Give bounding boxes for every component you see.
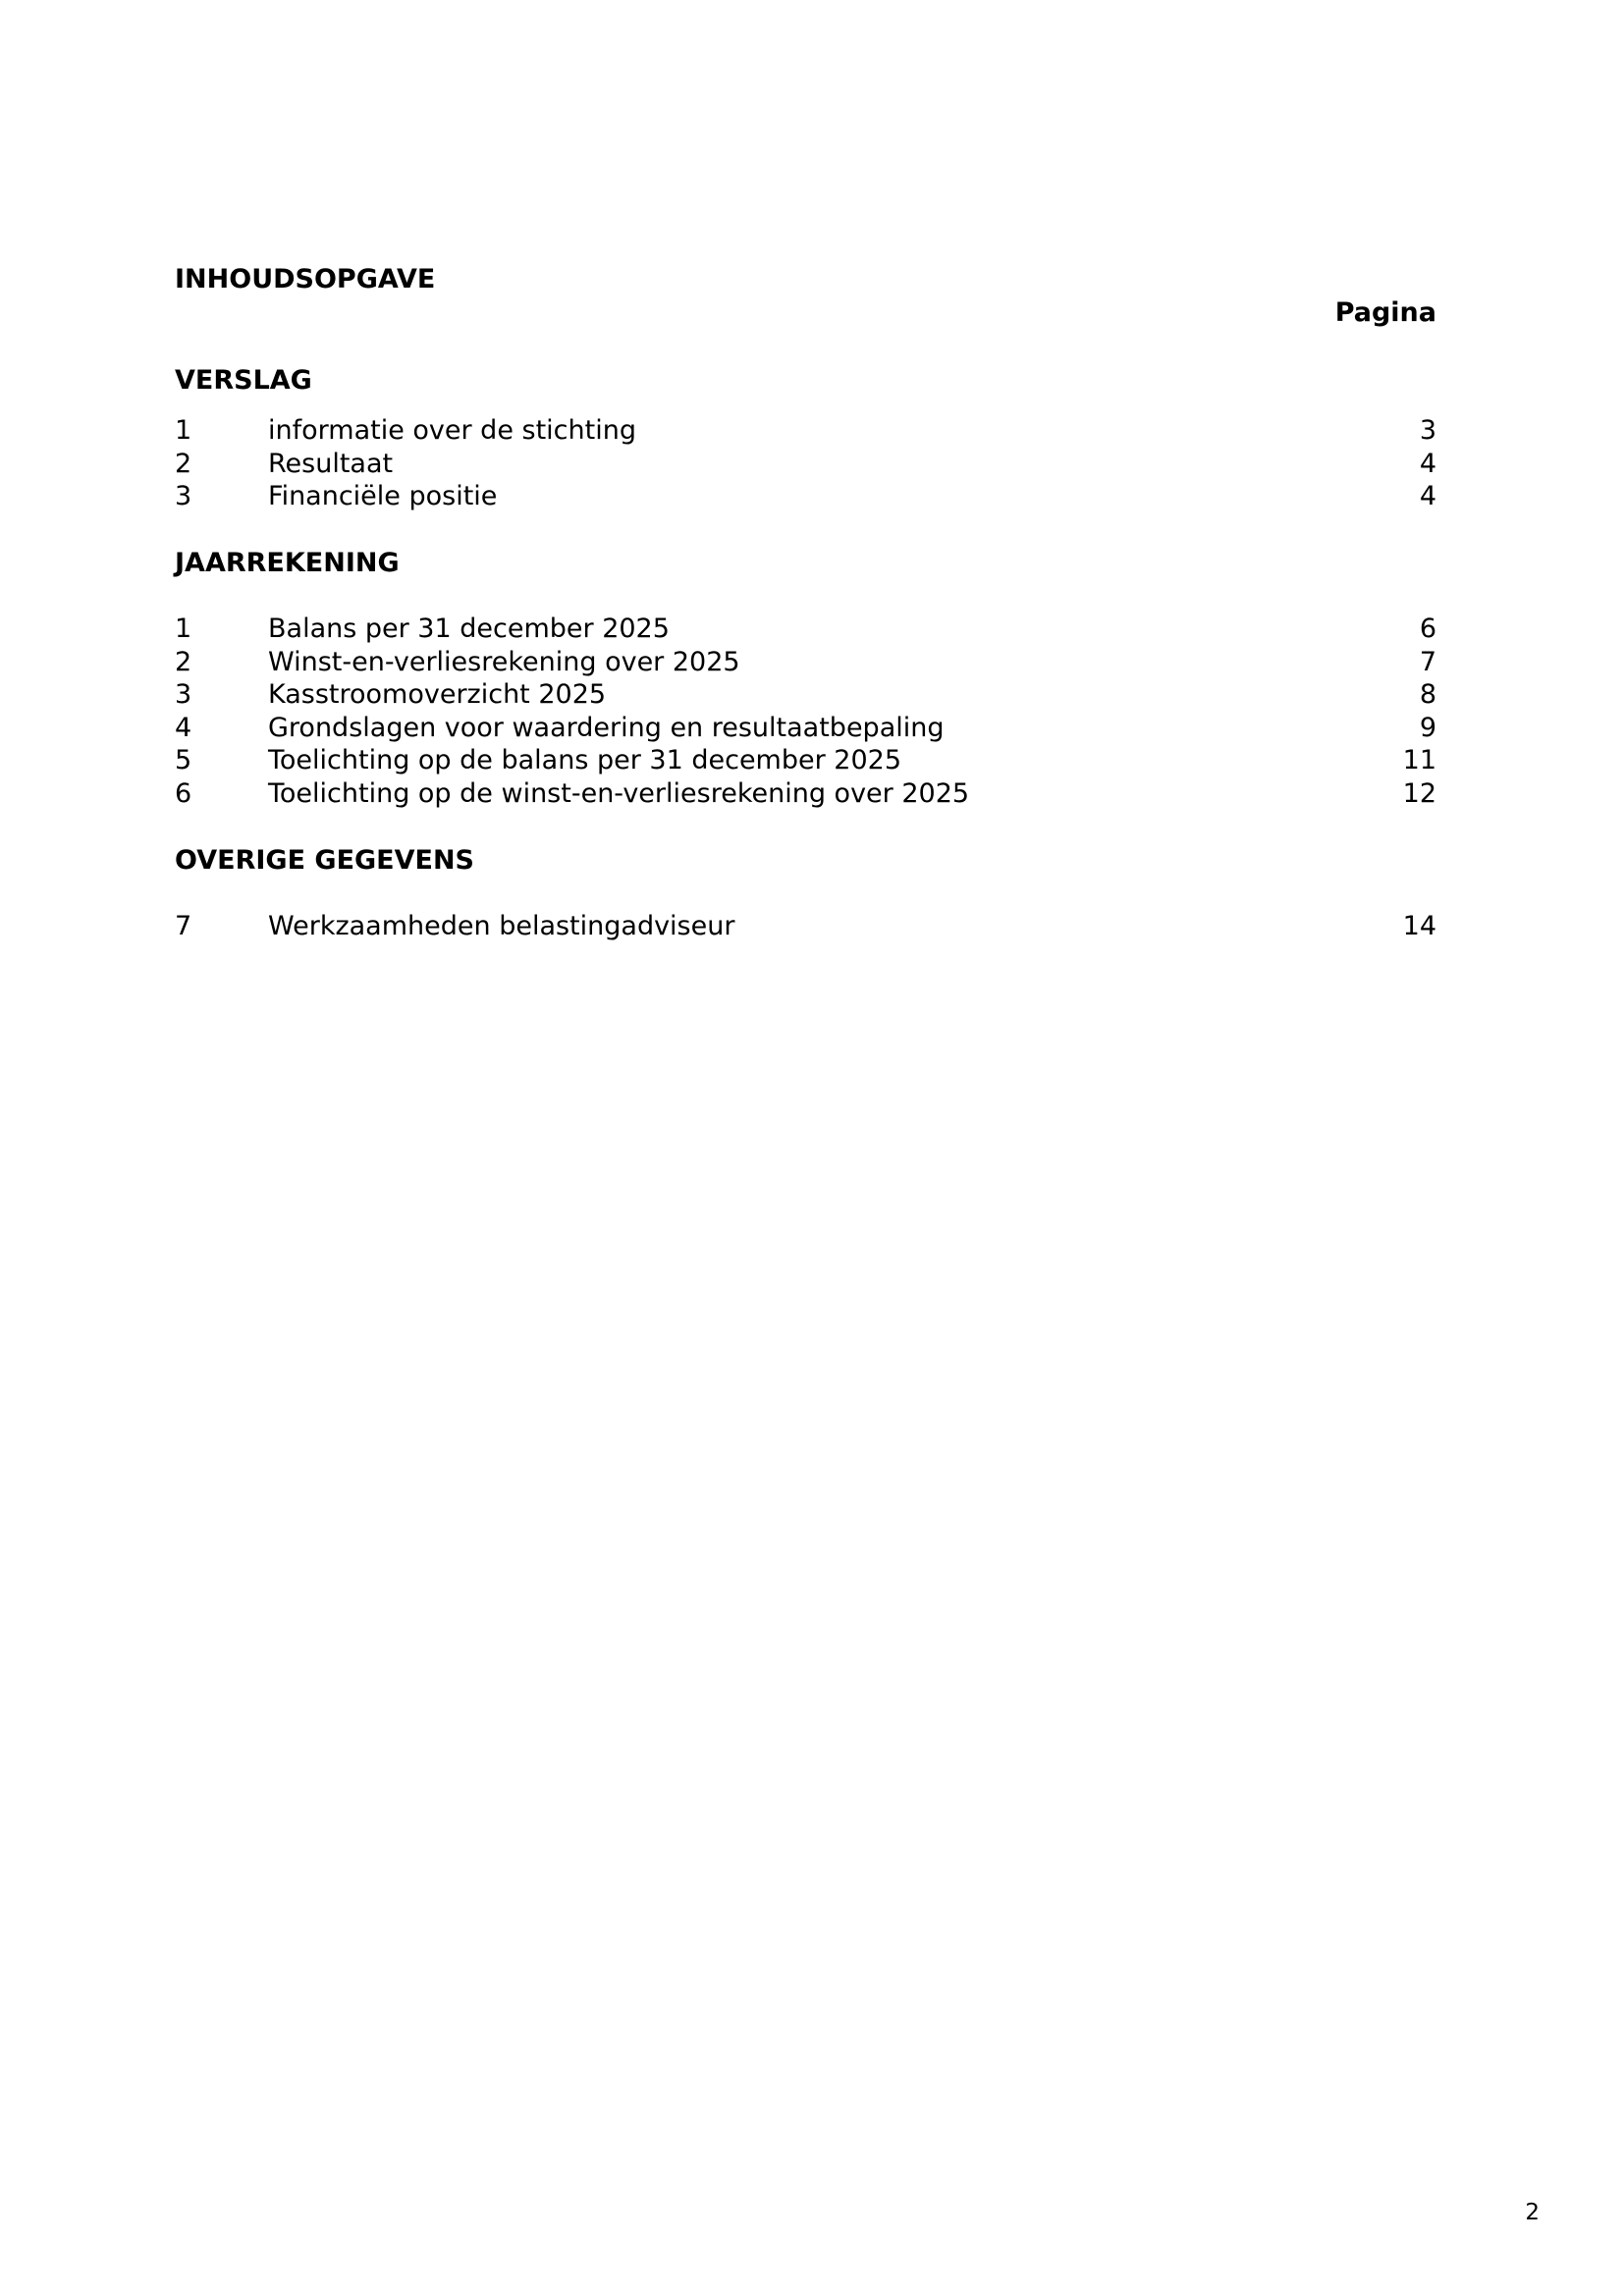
toc-item-title: Grondslagen voor waardering en resultaatbepaling [268, 712, 945, 743]
toc-item-page: 8 [1419, 679, 1436, 711]
toc-item-number: 1 [175, 614, 192, 644]
toc-item[interactable] [175, 712, 1436, 745]
toc-item-title: informatie over de stichting [268, 415, 636, 446]
toc-item-number: 2 [175, 646, 192, 677]
toc-item[interactable] [175, 414, 1436, 448]
toc-item[interactable] [175, 613, 1436, 646]
toc-list-overige-gegevens [175, 910, 1436, 943]
toc-item-title: Resultaat [268, 448, 394, 479]
toc-item-number: 3 [175, 679, 192, 711]
toc-item[interactable] [175, 646, 1436, 679]
toc-item-number: 6 [175, 777, 192, 809]
toc-item[interactable] [175, 480, 1436, 513]
toc-item-number: 1 [175, 415, 192, 446]
toc-item[interactable] [175, 744, 1436, 777]
toc-list-verslag [175, 414, 1436, 513]
document-title: INHOUDSOPGAVE [175, 264, 436, 294]
page-number: 2 [1525, 2200, 1540, 2225]
toc-item-page: 11 [1402, 745, 1436, 776]
toc-item-number: 4 [175, 712, 192, 743]
toc-item-page: 9 [1419, 712, 1436, 743]
toc-item-page: 7 [1419, 646, 1436, 677]
toc-item-page: 4 [1419, 481, 1436, 512]
toc-item[interactable] [175, 448, 1436, 481]
toc-item[interactable] [175, 777, 1436, 811]
page-column-header: Pagina [1334, 297, 1436, 328]
toc-item-title: Financiële positie [268, 481, 498, 512]
toc-item-page: 14 [1402, 911, 1436, 941]
toc-item[interactable] [175, 678, 1436, 712]
section-heading-overige-gegevens: OVERIGE GEGEVENS [175, 845, 475, 876]
toc-list-jaarrekening [175, 613, 1436, 811]
toc-item-title: Werkzaamheden belastingadviseur [268, 911, 735, 941]
toc-item-title: Toelichting op de winst-en-verliesrekening over 2025 [268, 777, 970, 809]
toc-item[interactable] [175, 910, 1436, 943]
section-heading-jaarrekening: JAARREKENING [175, 548, 400, 578]
toc-item-page: 6 [1419, 614, 1436, 644]
toc-item-page: 4 [1419, 448, 1436, 479]
toc-item-title: Winst-en-verliesrekening over 2025 [268, 646, 740, 677]
toc-item-page: 12 [1402, 777, 1436, 809]
toc-item-title: Toelichting op de balans per 31 december 2025 [268, 745, 902, 776]
toc-item-page: 3 [1419, 415, 1436, 446]
toc-item-title: Balans per 31 december 2025 [268, 614, 670, 644]
toc-item-number: 7 [175, 911, 192, 941]
toc-item-number: 2 [175, 448, 192, 479]
section-heading-verslag: VERSLAG [175, 365, 312, 396]
toc-item-number: 5 [175, 745, 192, 776]
toc-item-title: Kasstroomoverzicht 2025 [268, 679, 607, 711]
toc-item-number: 3 [175, 481, 192, 512]
